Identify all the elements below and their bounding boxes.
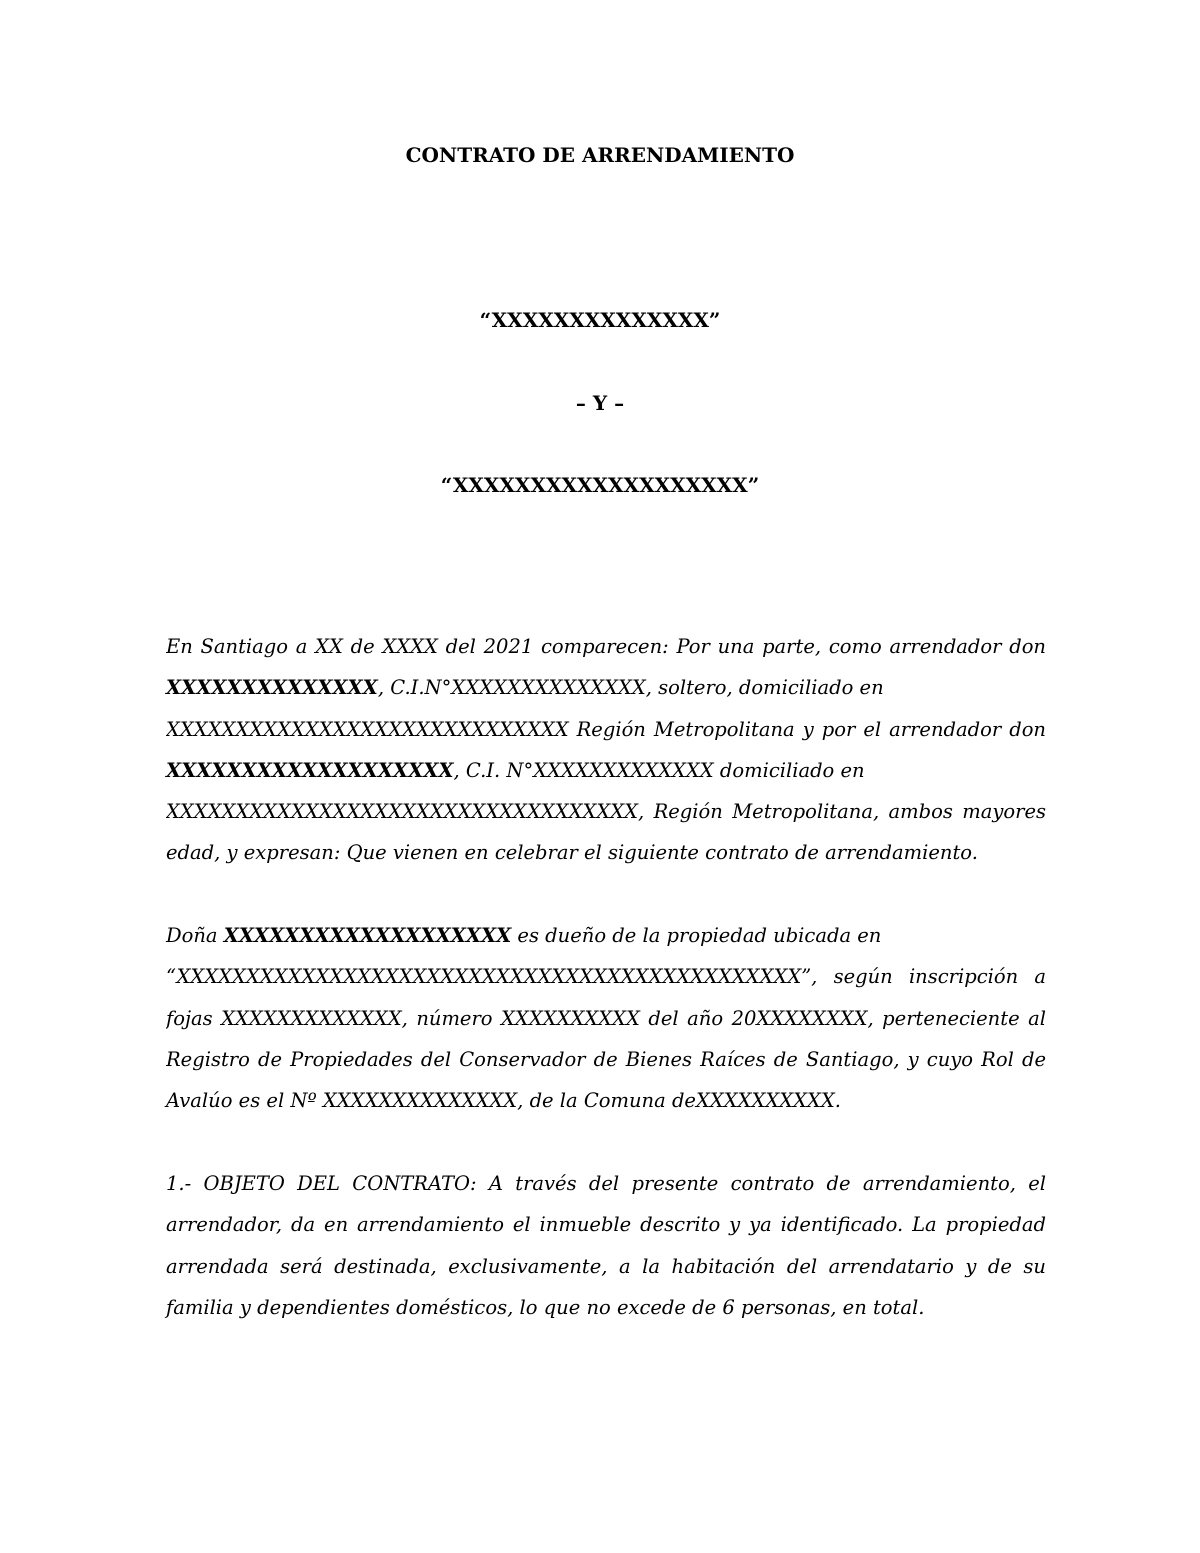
text-line: 1.- OBJETO DEL CONTRATO: A través del presente contrato de arrendamiento, el	[166, 1172, 1046, 1195]
document-title: CONTRATO DE ARRENDAMIENTO	[405, 143, 795, 167]
text-span: es dueño de la propiedad ubicada en	[511, 924, 882, 947]
text-line: arrendada será destinada, exclusivamente, a la habitación del arrendatario y de su	[166, 1254, 1046, 1278]
text-line: XXXXXXXXXXXXXXXXXXXXXXXXXXXXXXXXXX, Región Metropolitana, ambos mayores	[166, 800, 1046, 824]
text-line	[166, 750, 1046, 791]
text-line	[166, 667, 1046, 708]
lessor-name: XXXXXXXXXXXXXX	[166, 676, 378, 700]
lessee-name: XXXXXXXXXXXXXXXXXXX	[166, 758, 454, 782]
text-span: , C.I. N°XXXXXXXXXXXXX domiciliado en	[453, 758, 865, 782]
intro-paragraph	[166, 626, 1046, 874]
clause-one-paragraph	[166, 1163, 1046, 1328]
text-line: “XXXXXXXXXXXXXXXXXXXXXXXXXXXXXXXXXXXXXXXXXXXXX”, según inscripción a	[166, 965, 1046, 989]
text-line: fojas XXXXXXXXXXXXX, número XXXXXXXXXX del año 20XXXXXXXX, perteneciente al	[166, 1006, 1046, 1030]
text-line: XXXXXXXXXXXXXXXXXXXXXXXXXXXXX Región Metropolitana y por el arrendador don	[166, 717, 1046, 741]
text-line: familia y dependientes domésticos, lo que no excede de 6 personas, en total.	[166, 1295, 925, 1319]
text-line: arrendador, da en arrendamiento el inmueble descrito y ya identificado. La propiedad	[166, 1213, 1046, 1237]
party-two-name: “XXXXXXXXXXXXXXXXXXX”	[440, 473, 760, 497]
text-span: Doña	[166, 924, 224, 947]
text-line: edad, y expresan: Que vienen en celebrar el siguiente contrato de arrendamiento.	[166, 841, 978, 865]
text-line	[166, 915, 1046, 956]
text-line: Avalúo es el Nº XXXXXXXXXXXXXX, de la Comuna deXXXXXXXXXX.	[166, 1089, 841, 1113]
text-line: En Santiago a XX de XXXX del 2021 comparecen: Por una parte, como arrendador don	[166, 635, 1046, 658]
party-one-name: “XXXXXXXXXXXXXX”	[479, 308, 721, 332]
property-paragraph	[166, 915, 1046, 1121]
text-span: , C.I.N°XXXXXXXXXXXXXX, soltero, domiciliado en	[377, 676, 884, 700]
owner-name: XXXXXXXXXXXXXXXXXXX	[223, 924, 512, 947]
party-connector: – Y –	[575, 391, 625, 415]
text-line: Registro de Propiedades del Conservador de Bienes Raíces de Santiago, y cuyo Rol de	[166, 1047, 1046, 1071]
